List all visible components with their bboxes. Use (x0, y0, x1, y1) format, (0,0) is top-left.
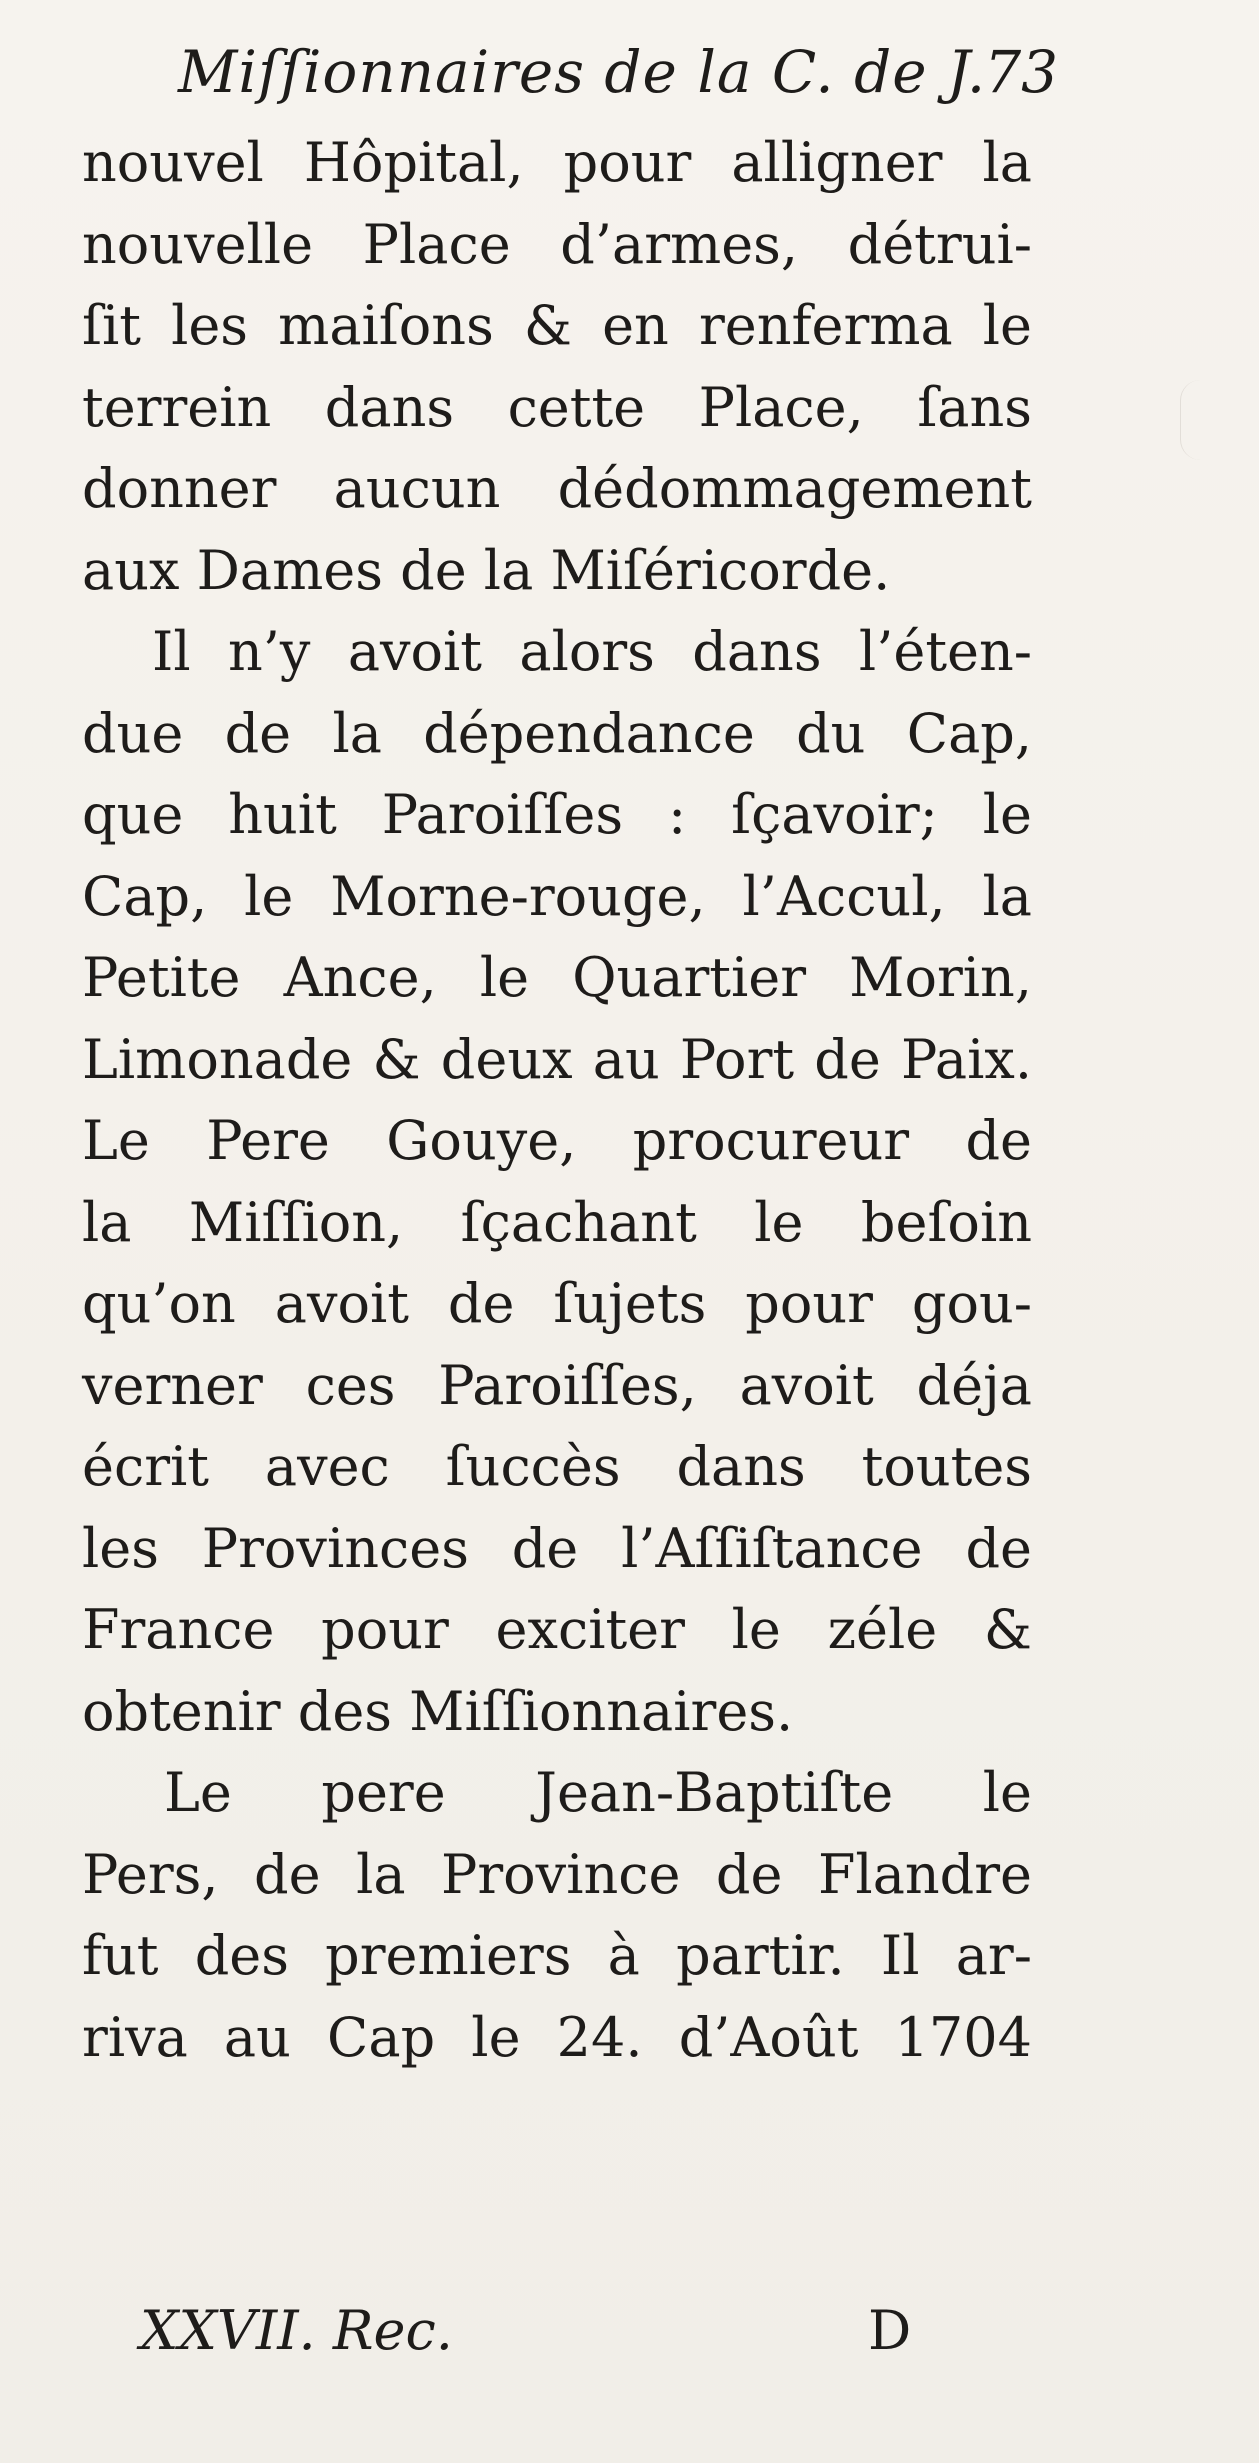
text-line: Petite Ance, le Quartier Morin, (82, 946, 1032, 1009)
text-line: nouvelle Place d’armes, détrui- (82, 212, 1032, 276)
text-line: fut des premiers à partir. Il ar- (82, 1924, 1032, 1987)
catchword: D (868, 2299, 912, 2362)
text-line: que huit Paroiſſes : ſçavoir; le (82, 783, 1032, 846)
text-line: Pers, de la Province de Flandre (82, 1842, 1032, 1906)
text-line: Cap, le Morne-rouge, l’Accul, la (82, 864, 1032, 928)
text-line: aux Dames de la Miſéricorde. (82, 538, 891, 602)
text-line: la Miſſion, ſçachant le beſoin (82, 1190, 1032, 1254)
text-line: Limonade & deux au Port de Paix. (82, 1027, 1032, 1091)
text-line: obtenir des Miſſionnaires. (82, 1679, 794, 1743)
page-header (178, 22, 1058, 122)
text-line: verner ces Paroiſſes, avoit déja (82, 1353, 1032, 1417)
text-line: écrit avec ſuccès dans toutes (82, 1435, 1032, 1498)
text-line: nouvel Hôpital, pour alligner la (82, 131, 1032, 194)
signature-mark: XXVII. Rec. (140, 2299, 453, 2362)
text-line: donner aucun dédommagement (82, 457, 1032, 520)
text-line: France pour exciter le zéle & (82, 1598, 1032, 1661)
paragraph-start-line: Il n’y avoit alors dans l’éten- (152, 620, 1032, 683)
page-number: 73 (984, 38, 1058, 106)
text-line: due de la dépendance du Cap, (82, 701, 1032, 765)
text-line: les Provinces de l’Aſſiſtance de (82, 1516, 1032, 1580)
body-text (82, 122, 1032, 2078)
paper-blemish (1180, 380, 1221, 460)
text-line: qu’on avoit de ſujets pour gou- (82, 1272, 1032, 1335)
text-line: ſit les maiſons & en renferma le (82, 294, 1032, 357)
running-title: Miſſionnaires de la C. de J. (178, 38, 987, 106)
text-line: terrein dans cette Place, ſans (82, 375, 1032, 439)
text-line: riva au Cap le 24. d’Août 1704 (82, 2005, 1032, 2069)
text-line: Le Pere Gouye, procureur de (82, 1109, 1032, 1172)
paragraph-start-line: Le pere Jean-Baptiſte le (164, 1761, 1032, 1824)
page-footer (140, 2286, 1000, 2376)
